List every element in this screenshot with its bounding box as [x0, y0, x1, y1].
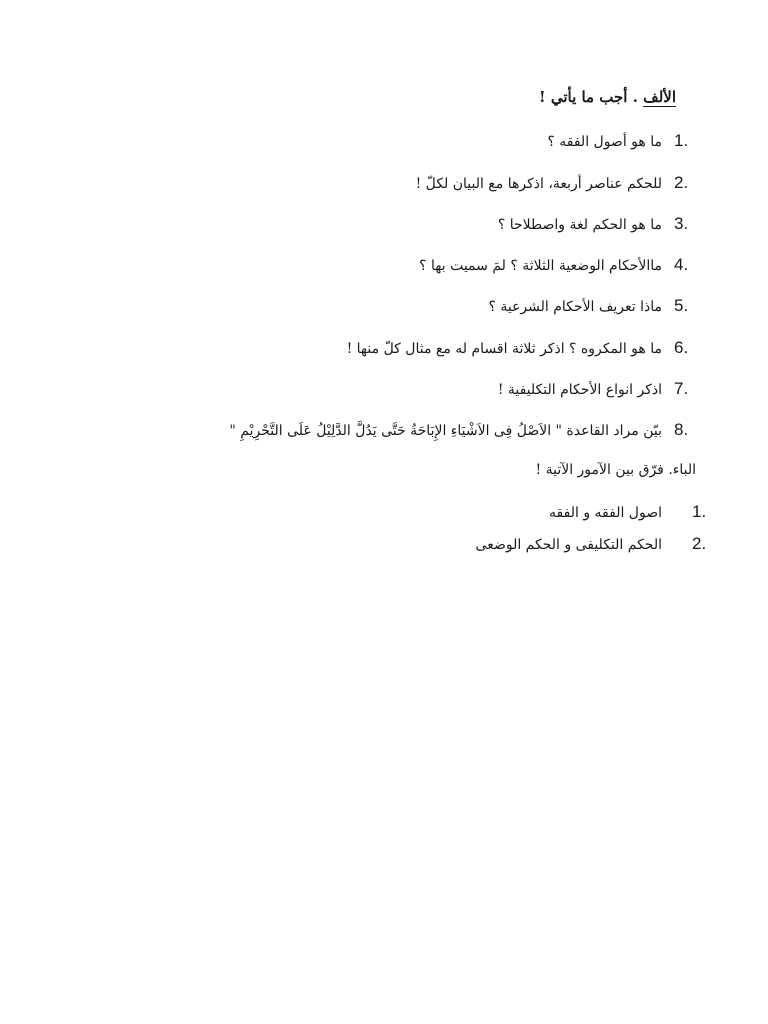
question-item: [347, 338, 696, 358]
comparison-item: [476, 534, 716, 554]
question-number: 8.: [674, 420, 689, 439]
comparison-text: الحكم التكليفى و الحكم الوضعى: [475, 537, 662, 553]
question-item: [488, 296, 696, 316]
question-text: ماذا تعريف الأحكام الشرعية ؟: [488, 299, 662, 315]
question-item: [416, 173, 696, 193]
section-b-heading: الباء. فرّق بين الآمور الآتية !: [535, 462, 696, 478]
section-a-instruction: . أجب ما يأتي !: [539, 88, 638, 106]
question-number: 1.: [674, 131, 689, 150]
question-item: [229, 420, 696, 440]
comparison-number: 2.: [692, 534, 707, 553]
question-text: ما هو الحكم لغة واصطلاحا ؟: [497, 217, 662, 233]
question-number: 5.: [674, 296, 689, 315]
section-a-heading: [539, 88, 676, 106]
question-text: ما هو أصول الفقه ؟: [547, 134, 662, 150]
question-number: 3.: [674, 214, 689, 233]
question-item: [547, 131, 696, 151]
question-text: اذكر انواع الأحكام التكليفية !: [497, 382, 662, 398]
question-text: ماالأحكام الوضعية الثلاثة ؟ لمَ سميت بها ؟: [419, 258, 662, 274]
comparison-text: اصول الفقه و الفقه: [549, 505, 662, 521]
question-number: 4.: [674, 255, 689, 274]
question-text: بيّن مراد القاعدة " الاَصْلُ فِى الاَشْيَاءِ الإِبَاحَةُ حَتَّى يَدُلَّ الدَّلِيْلُ عَلَى التَّحْرِيْمِ ": [229, 423, 662, 439]
question-text: ما هو المكروه ؟ اذكر ثلاثة اقسام له مع مثال كلّ منها !: [346, 341, 662, 357]
question-number: 7.: [674, 379, 689, 398]
comparison-item: [549, 502, 716, 522]
question-number: 6.: [674, 338, 689, 357]
question-number: 2.: [674, 173, 689, 192]
section-a-label: الألف: [643, 88, 676, 106]
question-item: [498, 379, 696, 399]
question-text: للحكم عناصر أربعة، اذكرها مع البيان لكلّ !: [415, 176, 662, 192]
comparison-number: 1.: [692, 502, 707, 521]
question-item: [419, 255, 696, 275]
question-item: [498, 214, 696, 234]
